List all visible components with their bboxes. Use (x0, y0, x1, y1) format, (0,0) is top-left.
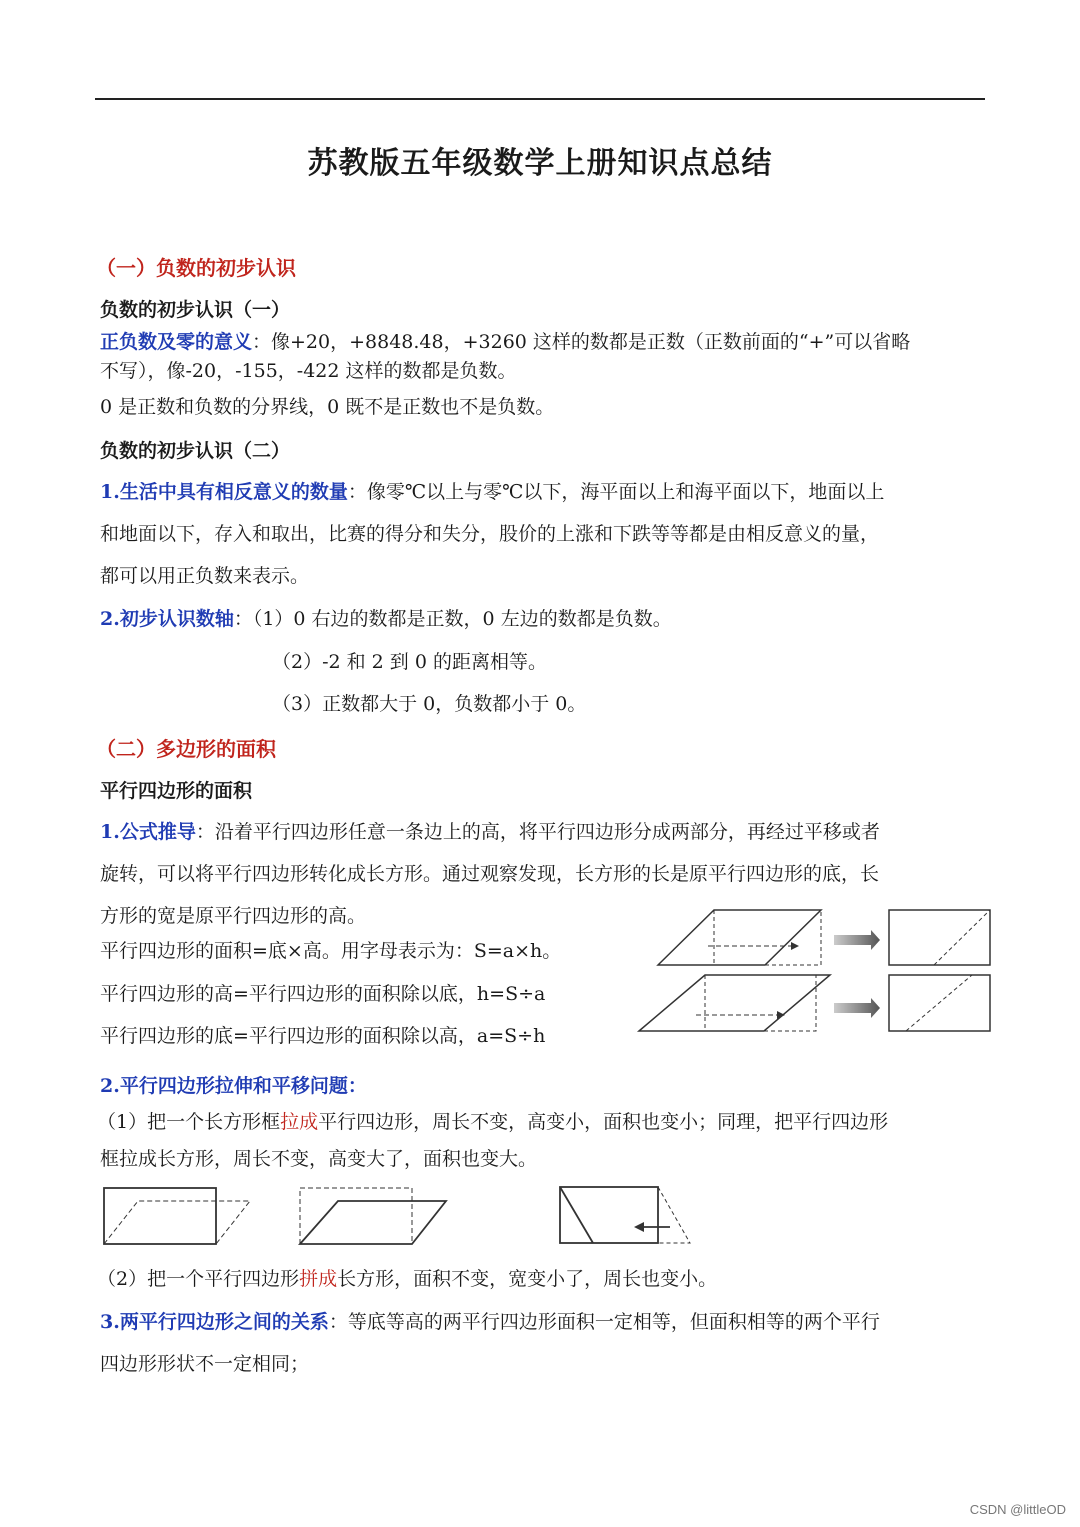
paragraph-sign-meaning-line2: 不写），像-20，-155，-422 这样的数都是负数。 (100, 360, 517, 382)
keyword-derivation: 1.公式推导 (100, 821, 196, 843)
paragraph-opposite-quantities-line3: 都可以用正负数来表示。 (100, 565, 310, 587)
paragraph-derivation-line3: 方形的宽是原平行四边形的高。 (100, 905, 367, 927)
watermark: CSDN @littleOD (969, 1502, 1066, 1517)
keyword-number-line: 2.初步认识数轴 (100, 608, 234, 630)
paragraph-number-line-1: 2.初步认识数轴：（1）0 右边的数都是正数，0 左边的数都是负数。 (100, 608, 672, 630)
paragraph-derivation-line1: 1.公式推导：沿着平行四边形任意一条边上的高，将平行四边形分成两部分，再经过平移或者 (100, 821, 880, 843)
keyword-opposite-quantities: 1.生活中具有相反意义的数量 (100, 481, 348, 503)
formula-base: 平行四边形的底=平行四边形的面积除以高，a=S÷h (100, 1025, 546, 1047)
subheading-parallelogram-area: 平行四边形的面积 (100, 780, 253, 802)
paragraph-sign-meaning-line1: 正负数及零的意义：像+20，+8848.48，+3260 这样的数都是正数（正数前面的“+”可以省略 (100, 331, 911, 353)
paragraph-number-line-3: （3）正数都大于 0，负数都小于 0。 (272, 693, 587, 715)
subheading-negative-1: 负数的初步认识（一） (100, 299, 291, 321)
paragraph-derivation-line2: 旋转，可以将平行四边形转化成长方形。通过观察发现，长方形的长是原平行四边形的底，长 (100, 863, 880, 885)
paragraph-stretch-line2: 框拉成长方形，周长不变，高变大了，面积也变大。 (100, 1148, 538, 1170)
paragraph-stretch-line1: （1）把一个长方形框拉成平行四边形，周长不变，高变小，面积也变小；同理，把平行四边形 (97, 1111, 889, 1133)
highlight-stretch: 拉成 (280, 1111, 319, 1133)
keyword-relationship: 3.两平行四边形之间的关系 (100, 1311, 329, 1333)
page-title: 苏教版五年级数学上册知识点总结 (307, 146, 773, 181)
keyword-sign-meaning: 正负数及零的意义 (100, 331, 253, 353)
top-rule (95, 98, 985, 100)
section-heading-polygon-area: （二）多边形的面积 (96, 737, 276, 761)
paragraph-relationship-line1: 3.两平行四边形之间的关系：等底等高的两平行四边形面积一定相等，但面积相等的两个平行 (100, 1311, 880, 1333)
highlight-rearrange: 拼成 (299, 1268, 338, 1290)
keyword-stretch-translate: 2.平行四边形拉伸和平移问题： (100, 1075, 367, 1097)
paragraph-number-line-2: （2）-2 和 2 到 0 的距离相等。 (272, 651, 547, 673)
diagram-stretch-figures (100, 1185, 700, 1255)
paragraph-rearrange: （2）把一个平行四边形拼成长方形，面积不变，宽变小了，周长也变小。 (97, 1268, 718, 1290)
formula-height: 平行四边形的高=平行四边形的面积除以底，h=S÷a (100, 983, 546, 1005)
formula-area: 平行四边形的面积=底×高。用字母表示为：S=a×h。 (100, 940, 562, 962)
section-heading-negative-numbers: （一）负数的初步认识 (96, 256, 296, 280)
paragraph-opposite-quantities-line1: 1.生活中具有相反意义的数量：像零℃以上与零℃以下，海平面以上和海平面以下，地面以上 (100, 481, 885, 503)
diagram-parallelogram-to-rectangle (636, 905, 996, 1035)
paragraph-relationship-line2: 四边形形状不一定相同； (100, 1353, 310, 1375)
subheading-negative-2: 负数的初步认识（二） (100, 440, 291, 462)
paragraph-zero-boundary: 0 是正数和负数的分界线，0 既不是正数也不是负数。 (100, 396, 555, 418)
paragraph-opposite-quantities-line2: 和地面以下，存入和取出，比赛的得分和失分，股价的上涨和下跌等等都是由相反意义的量， (100, 523, 880, 545)
